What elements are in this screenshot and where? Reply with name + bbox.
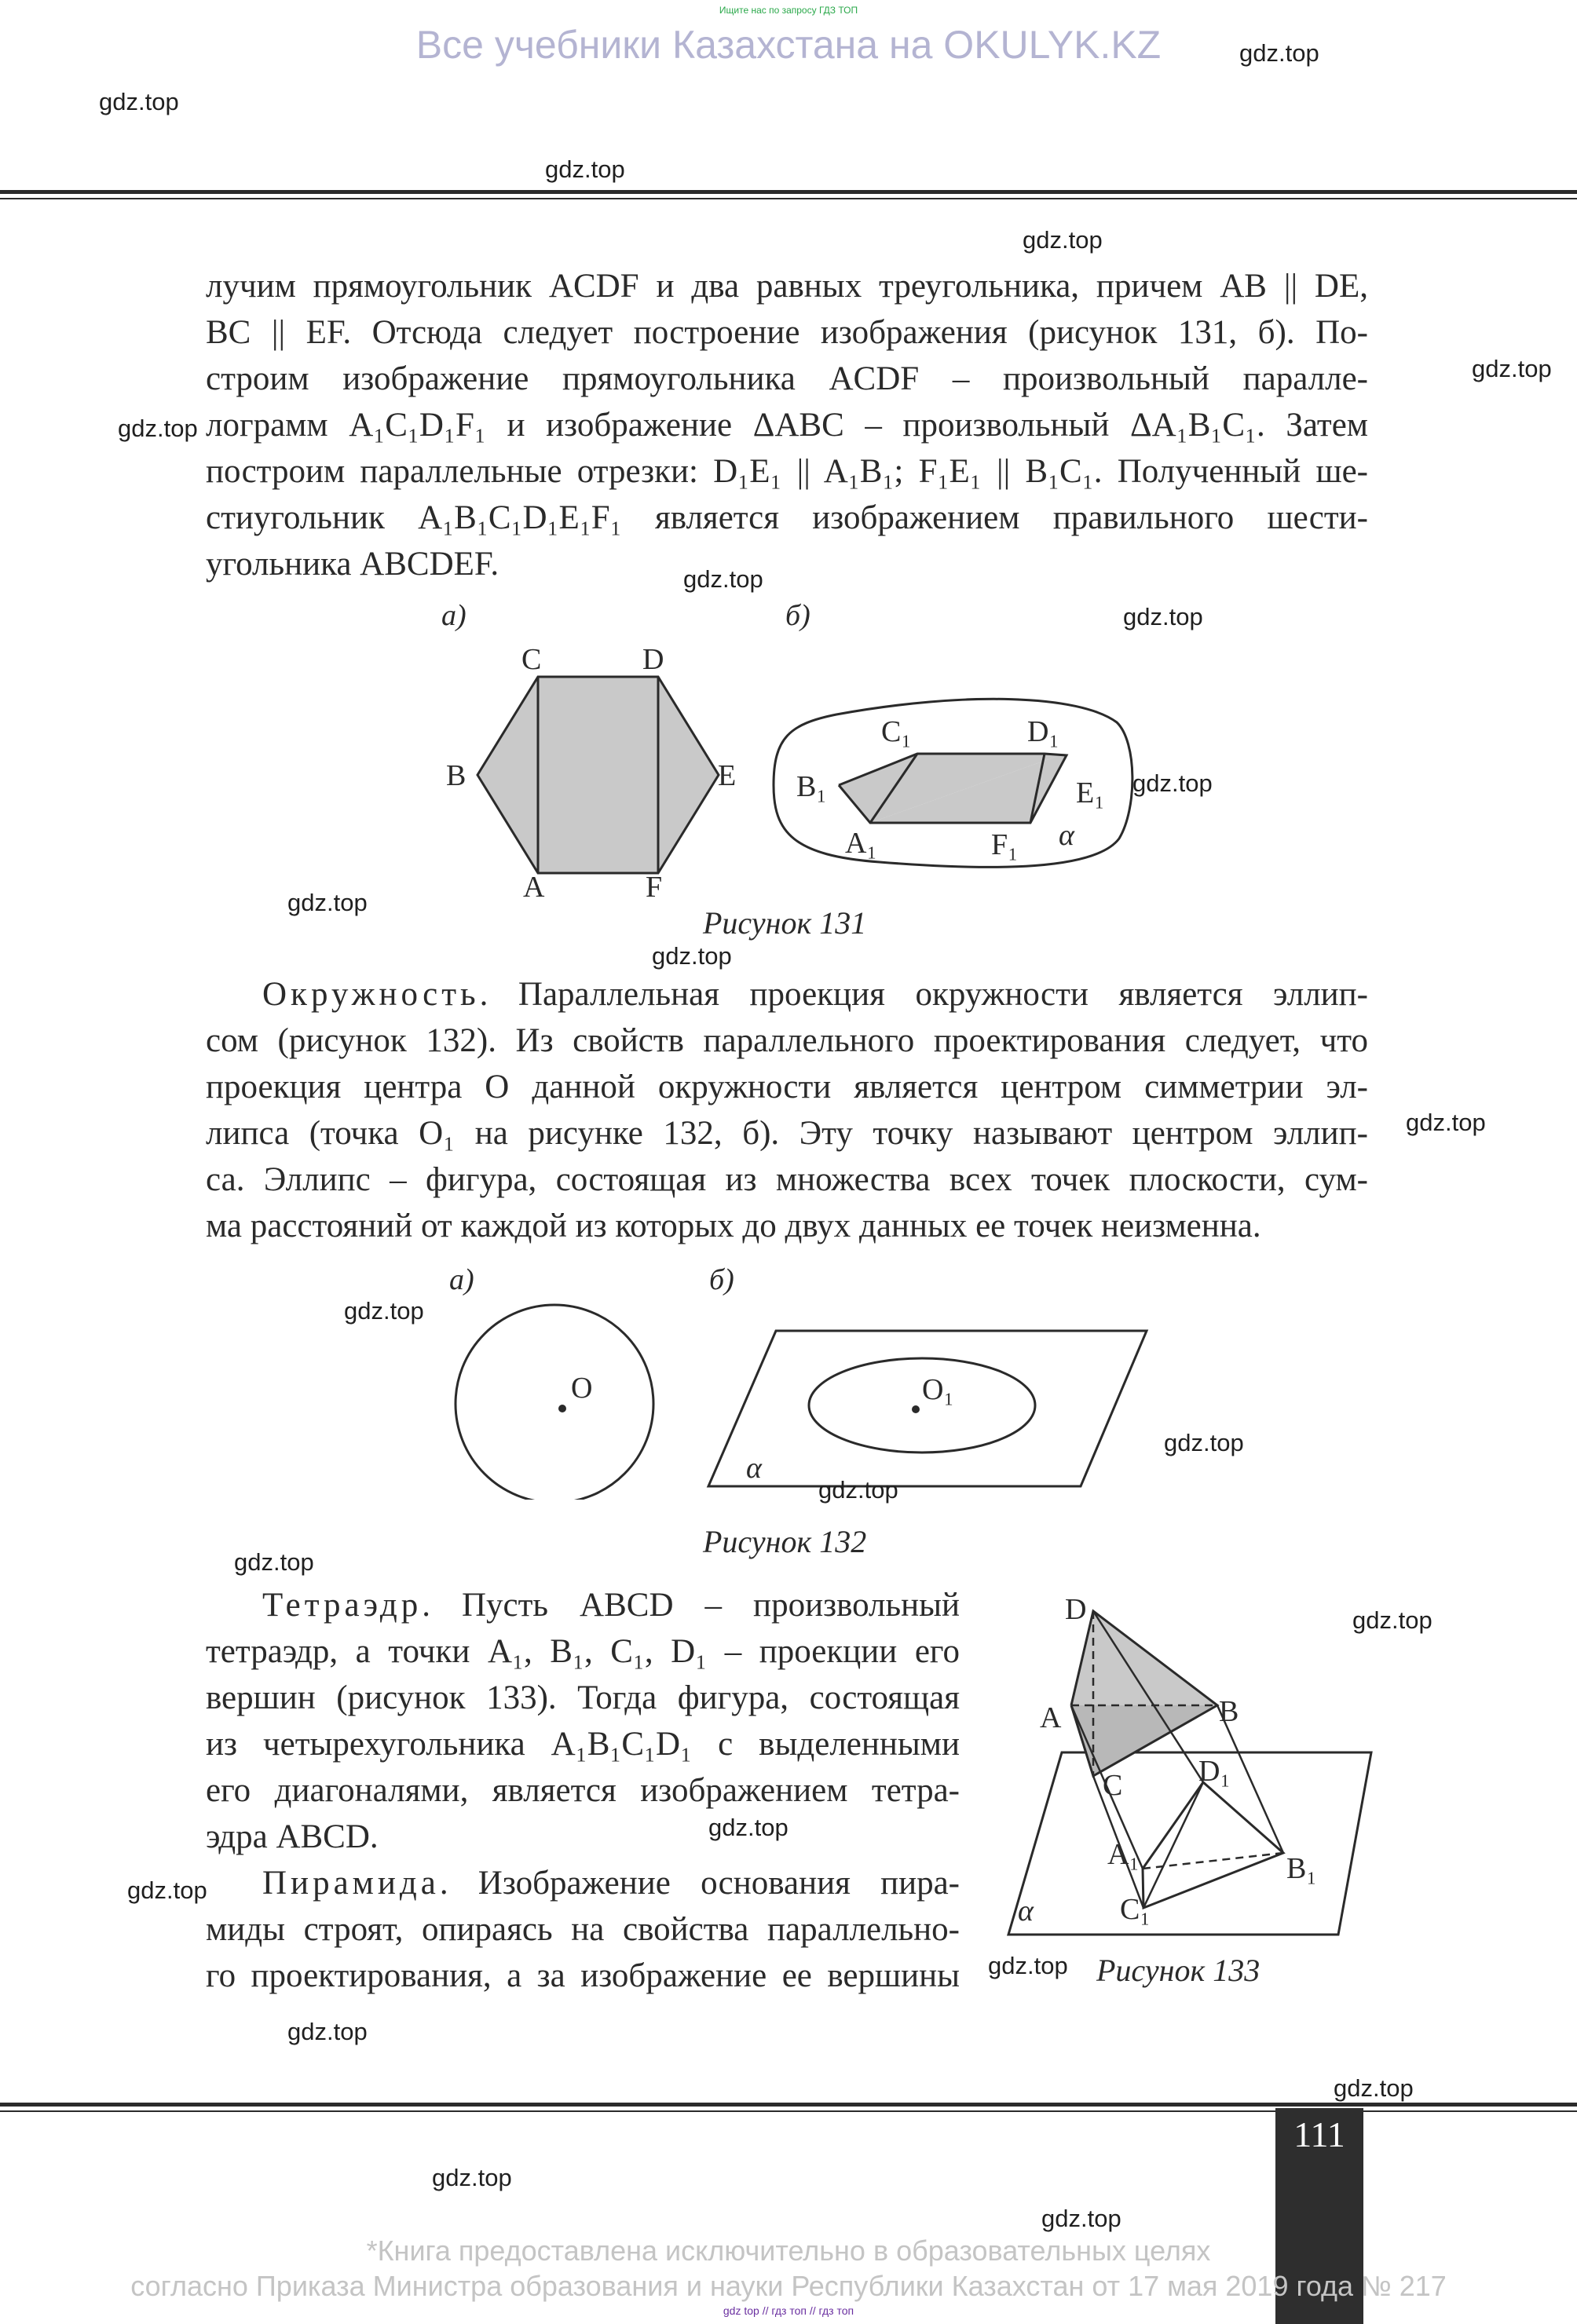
text-line: его диагоналями, является изображением тетра- <box>206 1772 960 1809</box>
search-hint: Ищите нас по запросу ГДЗ ТОП <box>719 5 858 16</box>
label-D: D <box>642 643 664 676</box>
watermark: gdz.top <box>683 565 763 593</box>
label-A: A <box>523 871 545 904</box>
figure-133-caption: Рисунок 133 <box>1096 1953 1261 1988</box>
watermark: gdz.top <box>545 155 625 183</box>
label-B1: B₁ <box>1286 1852 1317 1885</box>
watermark: gdz.top <box>1041 2205 1121 2232</box>
paragraph-tetrahedron <box>206 1582 960 1860</box>
text-line: стиугольник A₁B₁C₁D₁E₁F₁ является изображением правильного шести- <box>206 499 1368 536</box>
watermark: gdz.top <box>99 88 179 115</box>
text-line: лучим прямоугольник ACDF и два равных треугольника, причем AB || DE, <box>206 268 1368 305</box>
watermark: gdz.top <box>118 415 198 442</box>
label-F1: F₁ <box>991 828 1019 861</box>
label-F: F <box>646 871 663 904</box>
figure-131-caption: Рисунок 131 <box>703 905 867 941</box>
label-C1: C₁ <box>881 715 912 748</box>
figure-132-sublabel-b: б) <box>709 1263 734 1296</box>
site-title[interactable]: Все учебники Казахстана на OKULYK.KZ <box>415 23 1162 67</box>
text-line: миды строят, опираясь на свойства параллельно- <box>206 1911 960 1948</box>
footer-links[interactable]: gdz top // гдз топ // гдз топ <box>723 2304 854 2317</box>
center-point-O1 <box>912 1405 920 1413</box>
text-line: эдра ABCD. <box>206 1818 379 1855</box>
watermark: gdz.top <box>1352 1606 1432 1634</box>
text-line: вершин (рисунок 133). Тогда фигура, состоящая <box>206 1679 960 1716</box>
label-C: C <box>521 643 542 676</box>
figure-133 <box>990 1578 1382 1939</box>
figure-131-sublabel-a: а) <box>441 599 467 632</box>
text-line: угольника ABCDEF. <box>206 546 499 583</box>
circle-shape <box>456 1305 653 1500</box>
text-run: . Пусть ABCD – произвольный <box>422 1587 960 1624</box>
label-O: O <box>571 1372 593 1405</box>
figure-131 <box>424 628 1209 919</box>
text-line <box>206 971 1368 1018</box>
watermark: gdz.top <box>818 1476 898 1504</box>
paragraph-hexagon <box>206 263 1368 587</box>
text-line: построим параллельные отрезки: D₁E₁ || A₁B₁; F₁E₁ || B₁C₁. Полученный ше- <box>206 453 1368 490</box>
label-E1: E₁ <box>1076 776 1105 809</box>
label-B1: B₁ <box>796 770 827 803</box>
figure-132 <box>440 1295 1225 1500</box>
figure-132-sublabel-a: а) <box>449 1263 474 1296</box>
center-point-O <box>558 1405 566 1412</box>
label-O1: O₁ <box>922 1373 954 1406</box>
label-alpha: α <box>1018 1895 1034 1928</box>
projected-quadrilateral <box>1143 1782 1283 1908</box>
paragraph-pyramid <box>206 1860 960 1999</box>
label-C: C <box>1103 1769 1123 1802</box>
header-rule-thin <box>0 198 1577 199</box>
watermark: gdz.top <box>1406 1109 1486 1136</box>
hexagon-shape <box>477 677 719 873</box>
text-line: BC || EF. Отсюда следует построение изображения (рисунок 131, б). По- <box>206 314 1368 351</box>
figure-132-caption: Рисунок 132 <box>703 1524 867 1559</box>
page-number: 111 <box>1293 2114 1345 2154</box>
text-line: сом (рисунок 132). Из свойств параллельного проектирования следует, что <box>206 1022 1368 1059</box>
label-alpha: α <box>746 1452 762 1485</box>
watermark: gdz.top <box>1132 769 1213 797</box>
text-run: . Параллельная проекция окружности является эллип- <box>479 976 1368 1013</box>
watermark: gdz.top <box>287 889 368 916</box>
watermark: gdz.top <box>1334 2074 1414 2102</box>
footer-note-line1: *Книга предоставлена исключительно в образовательных целях <box>366 2234 1211 2267</box>
label-A1: A₁ <box>1107 1838 1140 1871</box>
footer-rule <box>0 2103 1577 2107</box>
watermark: gdz.top <box>234 1548 314 1576</box>
label-alpha: α <box>1059 819 1074 852</box>
figure-131-sublabel-b: б) <box>785 599 810 632</box>
text-line: го проектирования, а за изображение ее вершины <box>206 1957 960 1994</box>
text-line: из четырехугольника A₁B₁C₁D₁ с выделенными <box>206 1726 960 1763</box>
watermark: gdz.top <box>1472 355 1552 382</box>
text-line: липса (точка O₁ на рисунке 132, б). Эту точку называют центром эллип- <box>206 1115 1368 1152</box>
text-line <box>206 1860 960 1906</box>
label-D1: D₁ <box>1027 715 1059 748</box>
text-line: строим изображение прямоугольника ACDF – произвольный паралле- <box>206 360 1368 397</box>
watermark: gdz.top <box>287 2018 368 2045</box>
plane-alpha <box>708 1331 1147 1486</box>
label-B: B <box>1219 1695 1239 1728</box>
watermark: gdz.top <box>988 1952 1068 1979</box>
label-E: E <box>718 759 737 792</box>
label-D: D <box>1065 1593 1087 1626</box>
watermark: gdz.top <box>652 942 732 970</box>
watermark: gdz.top <box>432 2164 512 2191</box>
watermark: gdz.top <box>1164 1429 1244 1456</box>
label-A: A <box>1040 1701 1062 1734</box>
paragraph-circle <box>206 971 1368 1249</box>
watermark: gdz.top <box>1123 603 1203 630</box>
term-pyramid: Пирамида <box>262 1865 440 1902</box>
text-line: тетраэдр, а точки A₁, B₁, C₁, D₁ – проекции его <box>206 1633 960 1670</box>
label-A1: A₁ <box>845 827 877 860</box>
label-D1: D₁ <box>1198 1755 1231 1788</box>
watermark: gdz.top <box>1023 226 1103 254</box>
label-B: B <box>446 759 467 792</box>
watermark: gdz.top <box>708 1814 788 1841</box>
term-circle: Окружность <box>262 976 480 1013</box>
header-rule <box>0 190 1577 194</box>
term-tetrahedron: Тетраэдр <box>262 1587 423 1624</box>
text-line: проекция центра O данной окружности является центром симметрии эл- <box>206 1069 1368 1105</box>
text-line: ма расстояний от каждой из которых до двух данных ее точек неизменна. <box>206 1208 1261 1244</box>
text-line: лограмм A₁C₁D₁F₁ и изображение ΔABC – произвольный ΔA₁B₁C₁. Затем <box>206 407 1368 444</box>
watermark: gdz.top <box>127 1876 207 1904</box>
watermark: gdz.top <box>344 1297 424 1325</box>
text-line <box>206 1582 960 1628</box>
watermark: gdz.top <box>1239 39 1319 67</box>
text-line: са. Эллипс – фигура, состоящая из множества всех точек плоскости, сум- <box>206 1161 1368 1198</box>
label-C1: C₁ <box>1120 1893 1151 1926</box>
footer-note-line2: согласно Приказа Министра образования и науки Республики Казахстан от 17 мая 2019 года № 217 <box>130 2270 1447 2302</box>
text-run: . Изображение основания пира- <box>439 1865 960 1902</box>
